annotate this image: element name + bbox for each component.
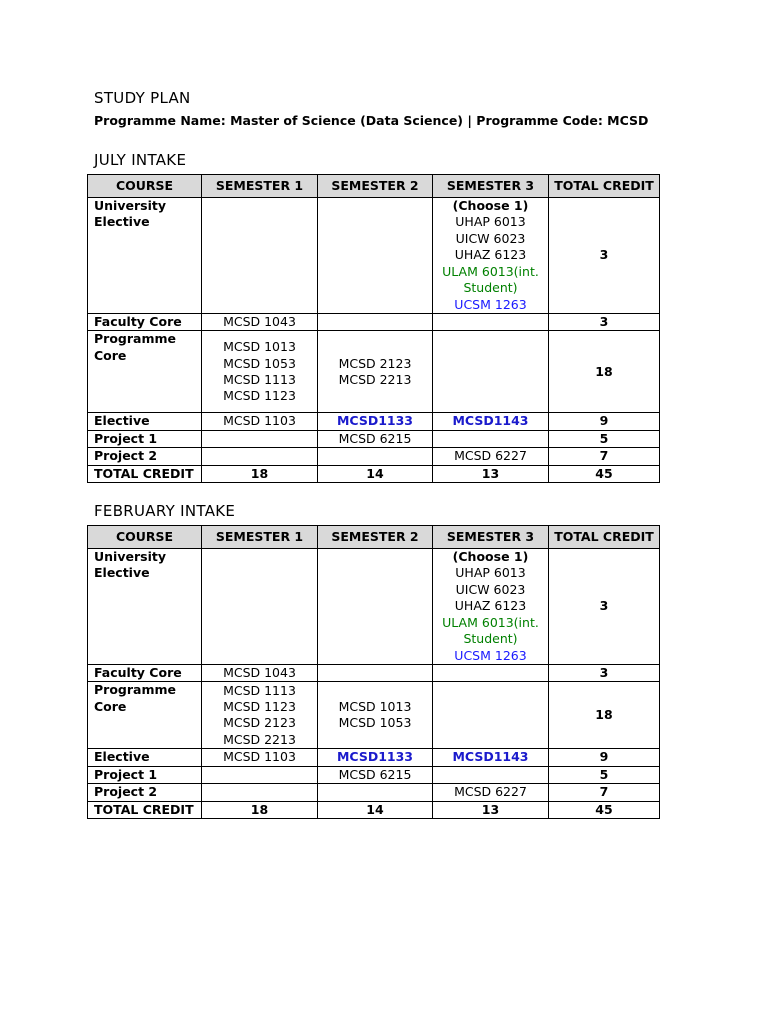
course-code: MCSD 6215 [338, 430, 412, 446]
semester-1-cell [202, 331, 318, 413]
column-header: COURSE [88, 175, 202, 198]
course-code: MCSD 6227 [454, 784, 527, 800]
table-header-row [88, 175, 660, 198]
course-code: ULAM 6013(int. [442, 614, 539, 630]
column-header: SEMESTER 3 [433, 175, 549, 198]
course-code: Student) [463, 631, 518, 647]
course-cell [88, 784, 202, 801]
document-title: STUDY PLAN [94, 89, 191, 107]
semester-2-total: 14 [318, 465, 433, 482]
course-code: MCSD 2123 [223, 715, 296, 731]
course-cell [88, 413, 202, 430]
course-label: Core [94, 347, 127, 363]
grand-total: 45 [549, 801, 660, 818]
course-code: MCSD 1103 [223, 749, 296, 765]
study-plan-table-february [87, 525, 660, 819]
total-credit-cell: 3 [549, 198, 660, 314]
column-header: TOTAL CREDIT [549, 175, 660, 198]
course-code: MCSD 1113 [223, 371, 296, 387]
course-code: UHAP 6013 [455, 214, 526, 230]
semester-2-cell [318, 682, 433, 749]
semester-1-cell [202, 784, 318, 801]
course-code: MCSD1143 [452, 749, 529, 765]
course-code: MCSD 2213 [338, 371, 412, 387]
course-cell [88, 331, 202, 413]
semester-1-cell [202, 766, 318, 783]
semester-1-cell [202, 448, 318, 465]
course-cell [88, 549, 202, 665]
course-code: MCSD 2213 [223, 731, 296, 747]
semester-2-total: 14 [318, 801, 433, 818]
intake-title-february: FEBRUARY INTAKE [94, 502, 236, 520]
semester-3-cell [433, 665, 549, 682]
course-code: MCSD 1053 [338, 715, 412, 731]
course-code: UICW 6023 [455, 230, 526, 246]
course-code: UHAZ 6123 [454, 598, 527, 614]
course-label: Elective [94, 214, 150, 230]
total-credit-row [88, 465, 660, 482]
total-credit-cell: 5 [549, 766, 660, 783]
course-code: MCSD 1103 [223, 413, 296, 429]
course-label: Faculty Core [94, 665, 182, 680]
column-header: COURSE [88, 526, 202, 549]
semester-2-cell [318, 430, 433, 447]
course-cell [88, 198, 202, 314]
course-code: MCSD 1043 [223, 314, 296, 329]
course-code: MCSD 6215 [338, 766, 412, 782]
table-row [88, 665, 660, 682]
table-row [88, 413, 660, 430]
semester-3-cell [433, 448, 549, 465]
programme-line: Programme Name: Master of Science (Data Science) | Programme Code: MCSD [94, 113, 649, 128]
semester-2-cell [318, 665, 433, 682]
total-credit-cell: 3 [549, 665, 660, 682]
semester-1-cell [202, 749, 318, 766]
semester-2-cell [318, 766, 433, 783]
column-header: SEMESTER 1 [202, 175, 318, 198]
course-label: Project 2 [94, 448, 158, 464]
course-label: Faculty Core [94, 314, 182, 329]
semester-3-cell [433, 784, 549, 801]
table-row [88, 314, 660, 331]
semester-1-cell [202, 430, 318, 447]
course-code: MCSD 1043 [223, 665, 296, 680]
semester-1-cell [202, 198, 318, 314]
table-row [88, 430, 660, 447]
semester-2-cell [318, 198, 433, 314]
course-code: MCSD 2123 [338, 355, 412, 371]
total-credit-cell: 7 [549, 784, 660, 801]
course-label: Programme [94, 682, 176, 698]
semester-2-cell [318, 448, 433, 465]
semester-1-cell [202, 549, 318, 665]
table-row [88, 682, 660, 749]
course-label: Project 1 [94, 766, 158, 782]
course-label: University [94, 549, 166, 564]
semester-2-cell [318, 549, 433, 665]
course-code: MCSD1133 [336, 749, 413, 765]
semester-3-cell [433, 766, 549, 783]
table-row [88, 331, 660, 413]
course-label: University [94, 198, 166, 213]
total-credit-cell: 3 [549, 314, 660, 331]
total-credit-cell: 3 [549, 549, 660, 665]
semester-2-cell [318, 331, 433, 413]
course-code: MCSD 1113 [223, 682, 296, 698]
semester-3-total: 13 [433, 801, 549, 818]
course-cell [88, 749, 202, 766]
total-row-label: TOTAL CREDIT [88, 801, 202, 818]
course-label: Elective [94, 565, 150, 581]
table-header-row [88, 526, 660, 549]
course-cell [88, 430, 202, 447]
course-label: Programme [94, 331, 176, 347]
table-row [88, 784, 660, 801]
course-label: Elective [94, 413, 150, 429]
semester-1-total: 18 [202, 465, 318, 482]
course-code: ULAM 6013(int. [442, 263, 539, 279]
column-header: SEMESTER 1 [202, 526, 318, 549]
course-label: Project 2 [94, 784, 158, 800]
column-header: SEMESTER 3 [433, 526, 549, 549]
course-cell [88, 682, 202, 749]
course-code: (Choose 1) [452, 198, 529, 214]
total-credit-cell: 18 [549, 682, 660, 749]
semester-3-cell [433, 198, 549, 314]
semester-1-cell [202, 682, 318, 749]
total-credit-row [88, 801, 660, 818]
course-code: (Choose 1) [452, 549, 529, 565]
table-row [88, 198, 660, 314]
semester-3-cell [433, 430, 549, 447]
course-label: Elective [94, 749, 150, 765]
semester-3-cell [433, 314, 549, 331]
table-row [88, 448, 660, 465]
table-row [88, 749, 660, 766]
course-code: UCSM 1263 [454, 296, 527, 312]
column-header: TOTAL CREDIT [549, 526, 660, 549]
semester-2-cell [318, 314, 433, 331]
semester-3-cell [433, 749, 549, 766]
total-credit-cell: 9 [549, 749, 660, 766]
course-code: MCSD 1013 [338, 699, 412, 714]
semester-2-cell [318, 749, 433, 766]
table-row [88, 766, 660, 783]
course-code: MCSD 1123 [223, 699, 296, 714]
course-code: MCSD 6227 [454, 448, 527, 464]
total-credit-cell: 5 [549, 430, 660, 447]
course-cell [88, 665, 202, 682]
semester-2-cell [318, 784, 433, 801]
course-code: MCSD1133 [336, 413, 413, 429]
semester-1-total: 18 [202, 801, 318, 818]
semester-1-cell [202, 413, 318, 430]
semester-3-cell [433, 331, 549, 413]
total-credit-cell: 9 [549, 413, 660, 430]
course-label: Project 1 [94, 430, 158, 446]
semester-3-cell [433, 549, 549, 665]
course-code: UCSM 1263 [454, 647, 527, 663]
course-code: UHAP 6013 [455, 565, 526, 581]
course-cell [88, 448, 202, 465]
course-code: UHAZ 6123 [454, 247, 527, 263]
column-header: SEMESTER 2 [318, 175, 433, 198]
semester-3-total: 13 [433, 465, 549, 482]
semester-3-cell [433, 682, 549, 749]
semester-1-cell [202, 665, 318, 682]
course-cell [88, 314, 202, 331]
semester-2-cell [318, 413, 433, 430]
course-code: UICW 6023 [455, 581, 526, 597]
course-code: MCSD 1123 [223, 388, 296, 404]
column-header: SEMESTER 2 [318, 526, 433, 549]
semester-1-cell [202, 314, 318, 331]
grand-total: 45 [549, 465, 660, 482]
course-code: MCSD 1053 [223, 355, 296, 371]
study-plan-table-july [87, 174, 660, 483]
course-code: Student) [463, 280, 518, 296]
intake-title-july: JULY INTAKE [94, 151, 187, 169]
semester-3-cell [433, 413, 549, 430]
course-label: Core [94, 698, 127, 714]
course-code: MCSD1143 [452, 413, 529, 429]
total-credit-cell: 7 [549, 448, 660, 465]
total-credit-cell: 18 [549, 331, 660, 413]
course-cell [88, 766, 202, 783]
course-code: MCSD 1013 [223, 339, 296, 355]
table-row [88, 549, 660, 665]
total-row-label: TOTAL CREDIT [88, 465, 202, 482]
